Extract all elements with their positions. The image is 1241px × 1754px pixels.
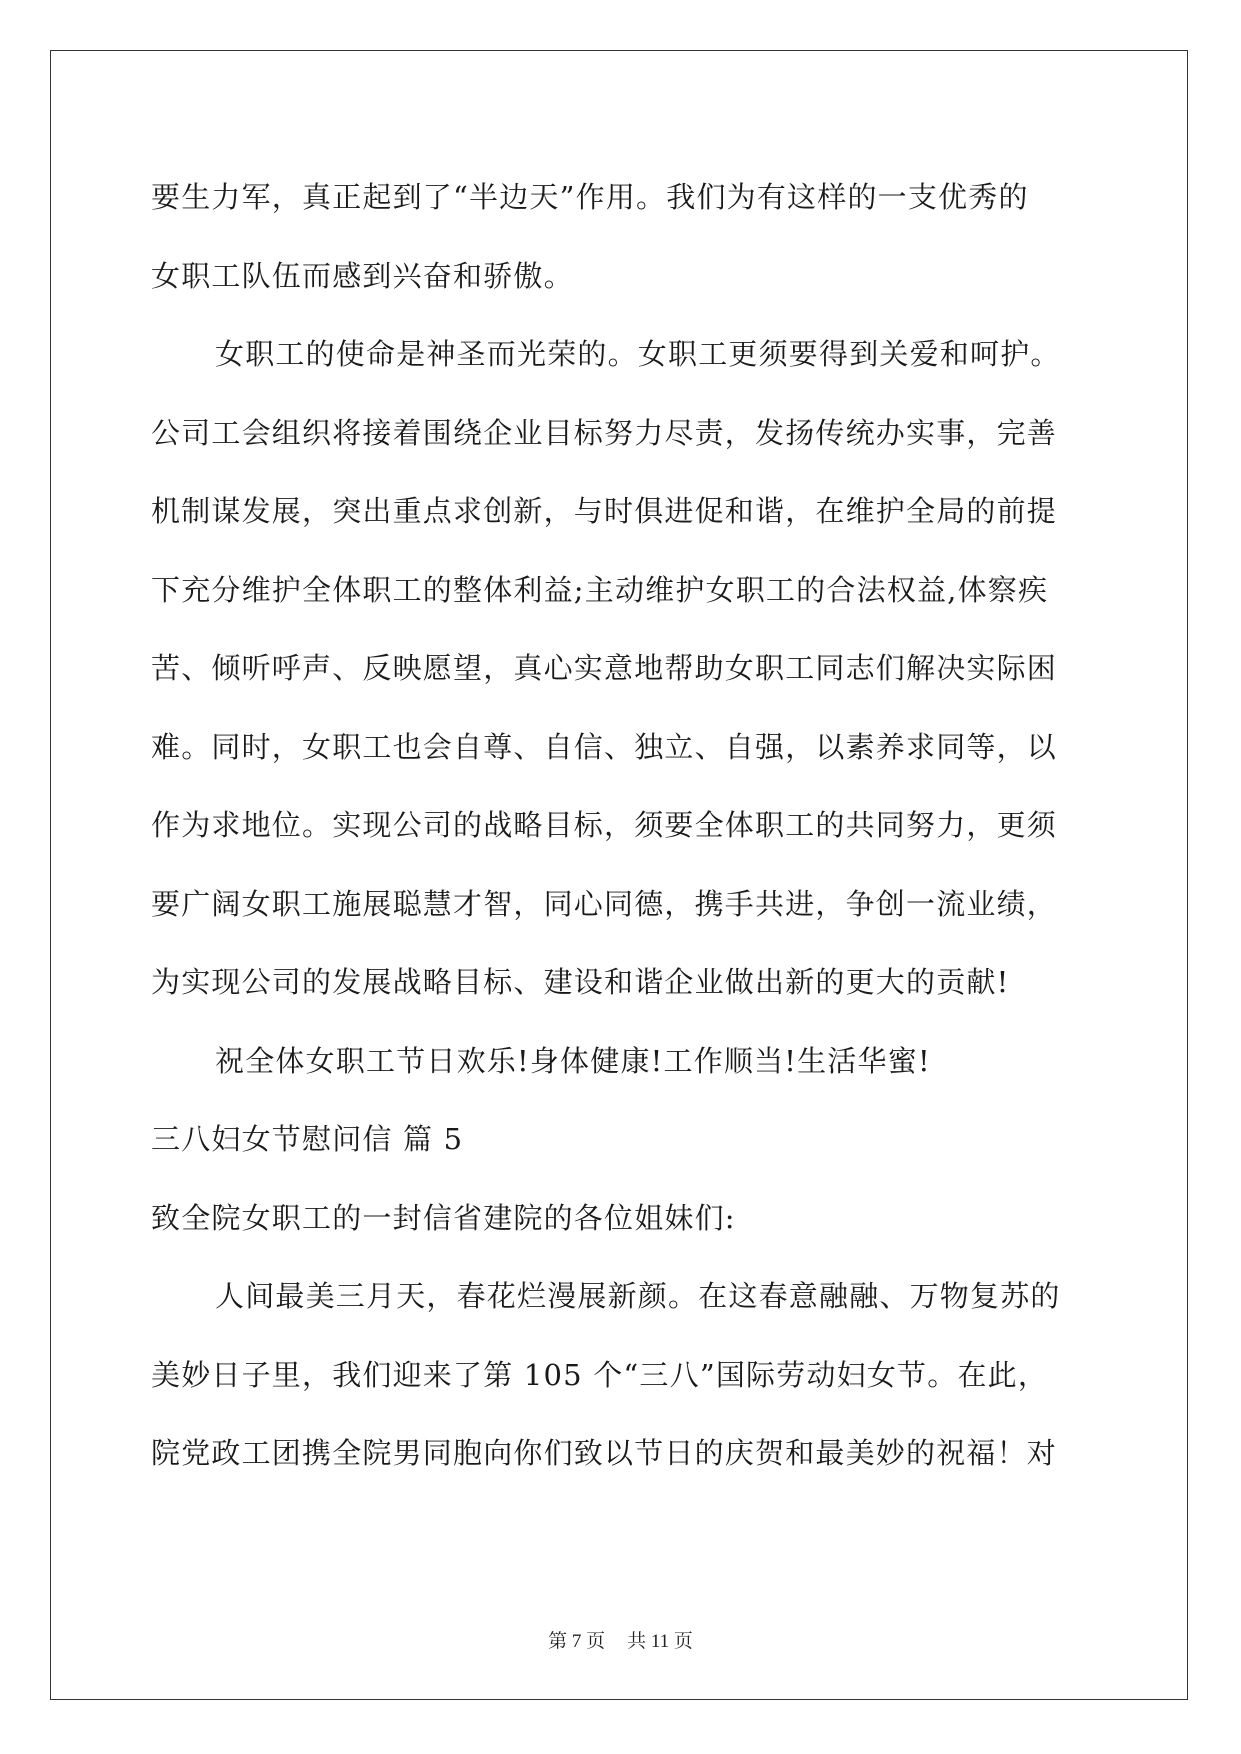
body-line: 女职工的使命是神圣而光荣的。女职工更须要得到关爱和呵护。: [215, 337, 1061, 371]
body-line: 为实现公司的发展战略目标、建设和谐企业做出新的更大的贡献!: [151, 965, 1010, 999]
body-line: 要生力军，真正起到了“半边天”作用。我们为有这样的一支优秀的: [151, 180, 1029, 214]
body-line: 女职工队伍而感到兴奋和骄傲。: [151, 258, 574, 293]
body-line: 祝全体女职工节日欢乐!身体健康!工作顺当!生活华蜜!: [215, 1043, 931, 1078]
salutation-line: 致全院女职工的一封信省建院的各位姐妹们:: [151, 1200, 736, 1235]
document-body: [151, 158, 1091, 1493]
page-footer: [0, 1626, 1241, 1653]
body-line: 人间最美三月天，春花烂漫展新颜。在这春意融融、万物复苏的: [215, 1279, 1061, 1313]
body-line: 要广阔女职工施展聪慧才智，同心同德，携手共进，争创一流业绩，: [151, 886, 1058, 921]
body-line: 难。同时，女职工也会自尊、自信、独立、自强，以素养求同等，以: [151, 729, 1058, 764]
body-line: 院党政工团携全院男同胞向你们致以节日的庆贺和最美妙的祝福！对: [151, 1436, 1058, 1470]
section-heading: 三八妇女节慰问信 篇 5: [151, 1122, 464, 1156]
body-line: 机制谋发展，突出重点求创新，与时俱进促和谐，在维护全局的前提: [151, 494, 1058, 528]
page-total: 共 11 页: [627, 1631, 693, 1652]
body-line: 苦、倾听呼声、反映愿望，真心实意地帮助女职工同志们解决实际困: [151, 651, 1058, 685]
body-line: 下充分维护全体职工的整体利益;主动维护女职工的合法权益,体察疾: [151, 572, 1049, 607]
body-line: 公司工会组织将接着围绕企业目标努力尽责，发扬传统办实事，完善: [151, 415, 1058, 450]
body-line: 美妙日子里，我们迎来了第 105 个“三八”国际劳动妇女节。在此，: [151, 1357, 1049, 1392]
page-number: 第 7 页: [548, 1631, 606, 1652]
body-line: 作为求地位。实现公司的战略目标，须要全体职工的共同努力，更须: [151, 808, 1058, 842]
